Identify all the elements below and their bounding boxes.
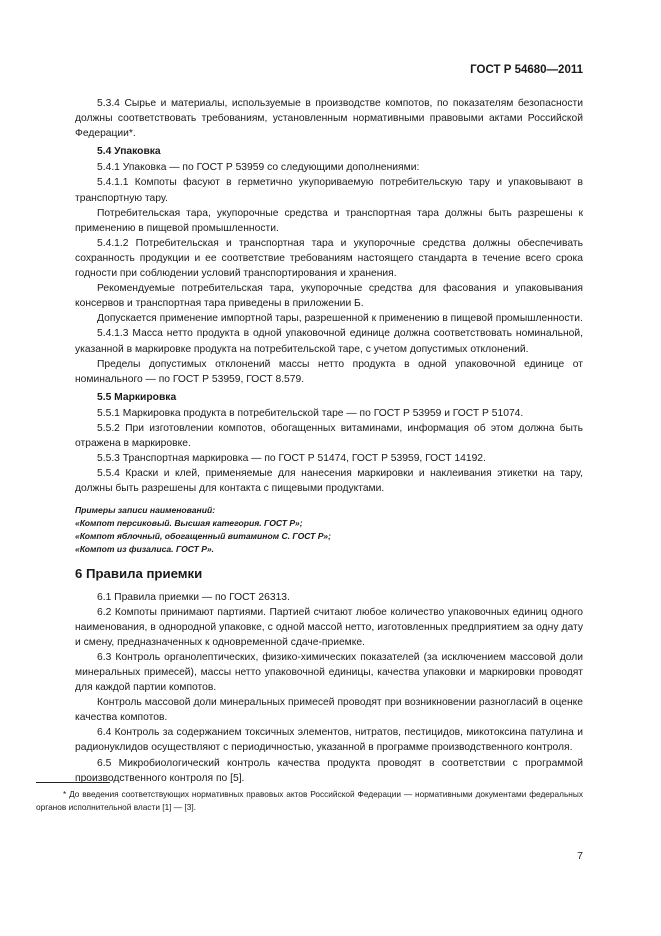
page-number: 7 — [577, 850, 583, 862]
paragraph: Контроль массовой доли минеральных примесей проводят при возникновении разногласий в оценке качества компотов. — [75, 697, 583, 724]
paragraph-5-3-4: 5.3.4 Сырье и материалы, используемые в производстве компотов, по показателям безопасности должны соответствовать требованиям, установленным нормативными правовыми актами Российской Федерации*. — [75, 98, 583, 140]
example-item: «Компот персиковый. Высшая категория. ГОСТ Р»; — [75, 518, 303, 529]
footnote — [36, 788, 583, 814]
paragraph: Потребительская тара, укупорочные средства и транспортная тара должны быть разрешены к применению в пищевой промышленности. — [75, 207, 583, 234]
paragraph: 5.4.1.2 Потребительская и транспортная тара и укупорочные средства должны обеспечивать сохранность продукции и ее соответствие требованиям настоящего стандарта в течение всего срока годности при соблюдении условий транспортирования и хранения. — [75, 237, 583, 280]
paragraph: 5.5.2 При изготовлении компотов, обогащенных витаминами, информация об этом должна быть отражена в маркировке. — [75, 422, 583, 450]
examples-title: Примеры записи наименований: — [75, 505, 216, 516]
example-item: «Компот яблочный, обогащенный витамином С. ГОСТ Р»; — [75, 531, 331, 542]
heading-5-5: 5.5 Маркировка — [97, 391, 177, 403]
paragraph: 5.5.4 Краски и клей, применяемые для нанесения маркировки и наклеивания этикетки на тару, должны быть разрешены для контакта с пищевыми продуктами. — [75, 468, 583, 495]
paragraph: 5.4.1 Упаковка — по ГОСТ Р 53959 со следующими дополнениями: — [97, 162, 420, 174]
footnote-text: * До введения соответствующих нормативных правовых актов Российской Федерации — нормативными документами федеральных органов исполнительной власти [1] — [3]. — [36, 789, 583, 812]
paragraph: Допускается применение импортной тары, разрешенной к применению в пищевой промышленности. — [97, 313, 583, 325]
paragraph: 6.5 Микробиологический контроль качества продукта проводят в соответствии с программой производственного контроля по [5]. — [75, 757, 583, 784]
paragraph: Рекомендуемые потребительская тара, укупорочные средства для фасования и упаковывания консервов и транспортная тара приведены в приложении Б. — [75, 283, 583, 310]
paragraph: 5.5.1 Маркировка продукта в потребительской таре — по ГОСТ Р 53959 и ГОСТ Р 51074. — [97, 407, 524, 419]
paragraph: 5.4.1.1 Компоты фасуют в герметично укупориваемую потребительскую тару и упаковывают в транспортную тару. — [75, 177, 583, 204]
main-text — [75, 96, 583, 786]
paragraph: 6.4 Контроль за содержанием токсичных элементов, нитратов, пестицидов, микотоксина патулина и радионуклидов осуществляют с периодичностью, указанной в программе производственного контроля. — [75, 727, 583, 754]
paragraph: 5.4.1.3 Масса нетто продукта в одной упаковочной единице должна соответствовать номинальной, указанной в маркировке продукта на потребительской таре, с учетом допустимых отклонений. — [75, 328, 583, 355]
footnote-divider — [36, 782, 110, 783]
paragraph: Пределы допустимых отклонений массы нетто продукта в одной упаковочной единице от номинального — по ГОСТ Р 53959, ГОСТ 8.579. — [75, 358, 583, 385]
paragraph: 6.2 Компоты принимают партиями. Партией считают любое количество упаковочных единиц одного наименования, в однородной упаковке, с одной массой нетто, изготовленных предприятием за одну дату и смену, предназначенных к одновременной сдаче-приемке. — [75, 606, 583, 648]
example-item: «Компот из физалиса. ГОСТ Р». — [75, 544, 214, 555]
heading-section-6: 6 Правила приемки — [75, 566, 203, 582]
paragraph: 5.5.3 Транспортная маркировка — по ГОСТ Р 51474, ГОСТ Р 53959, ГОСТ 14192. — [97, 453, 486, 465]
heading-5-4: 5.4 Упаковка — [97, 146, 161, 158]
paragraph: 6.3 Контроль органолептических, физико-химических показателей (за исключением массовой доли минеральных примесей), массы нетто упаковочной единицы, качества упаковки и маркировки проводят для каждой партии компотов. — [75, 651, 583, 694]
paragraph: 6.1 Правила приемки — по ГОСТ 26313. — [97, 591, 290, 603]
naming-examples — [75, 504, 583, 556]
document-code-header: ГОСТ Р 54680—2011 — [470, 64, 583, 76]
